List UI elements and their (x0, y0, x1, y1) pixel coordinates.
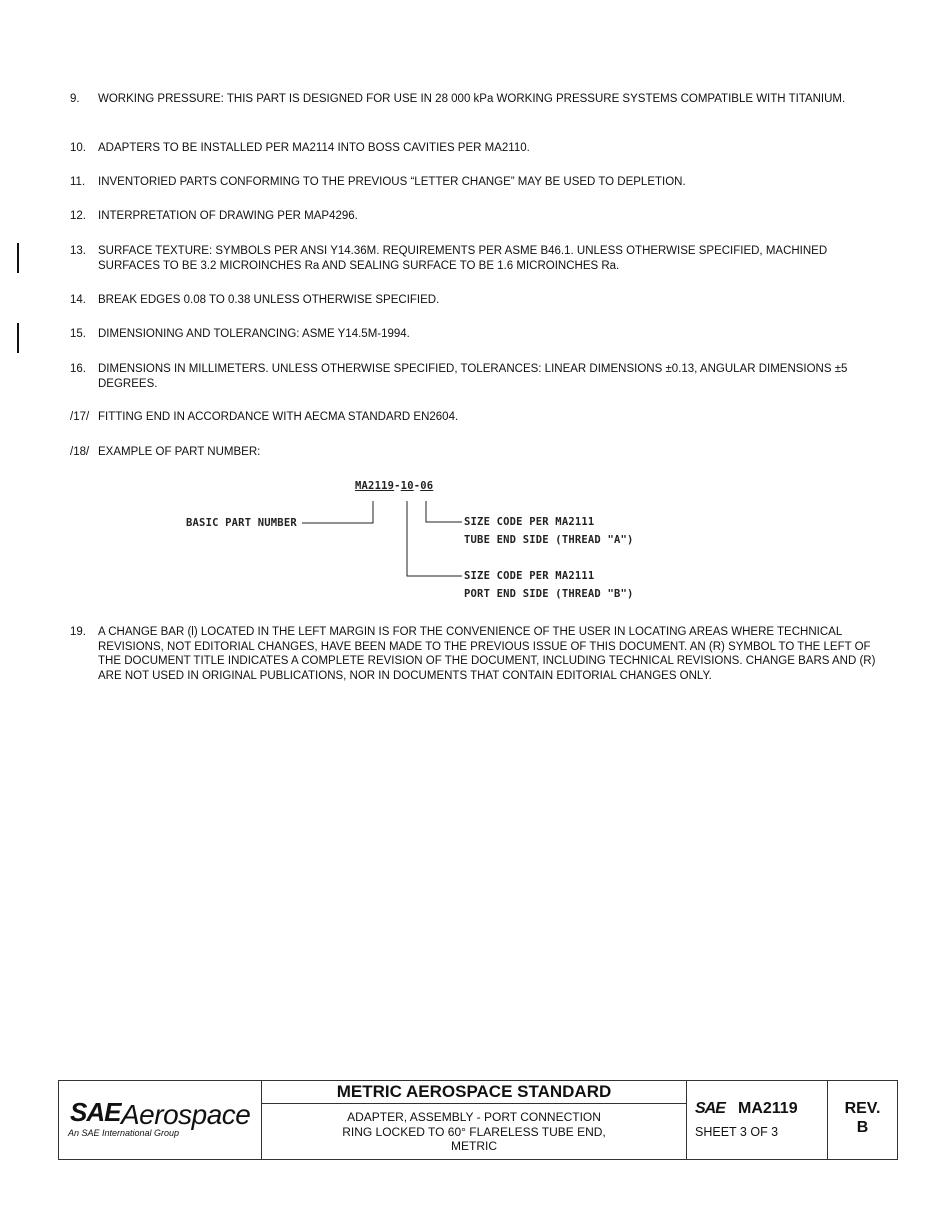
port-end-label: PORT END SIDE (THREAD "B") (464, 588, 634, 600)
description-line: METRIC (451, 1139, 497, 1153)
description-line: RING LOCKED TO 60° FLARELESS TUBE END, (342, 1124, 606, 1139)
note-text: INTERPRETATION OF DRAWING PER MAP4296. (98, 210, 358, 222)
note-text: BREAK EDGES 0.08 TO 0.38 UNLESS OTHERWISE SPECIFIED. (98, 294, 440, 306)
note-number: 10. (70, 142, 86, 154)
note-text: FITTING END IN ACCORDANCE WITH AECMA STANDARD EN2604. (98, 411, 459, 423)
port-size-code: 06 (420, 480, 434, 492)
separator: - (413, 480, 421, 492)
document-description (262, 1110, 686, 1154)
logo-tagline: An SAE International Group (68, 1128, 180, 1138)
basic-part-number-label: BASIC PART NUMBER (186, 517, 297, 529)
note-number: 14. (70, 294, 86, 306)
title-cell (262, 1081, 687, 1159)
basic-leader-line (302, 501, 373, 523)
note-number: 9. (70, 93, 80, 105)
part-number-diagram (180, 478, 660, 608)
note-number: 19. (70, 626, 86, 638)
note-number: 16. (70, 363, 86, 375)
document-number: MA2119 (738, 1100, 798, 1117)
change-bar (17, 243, 19, 273)
note-text: WORKING PRESSURE: THIS PART IS DESIGNED FOR USE IN 28 000 kPa WORKING PRESSURE SYSTEMS COMPATIBLE WITH TITANIUM. (98, 93, 846, 105)
tube-size-code: 10 (400, 480, 414, 492)
note-text: EXAMPLE OF PART NUMBER: (98, 446, 261, 458)
note-text: DIMENSIONING AND TOLERANCING: ASME Y14.5M-1994. (98, 328, 410, 340)
title-block (58, 1080, 898, 1160)
note-number: 11. (70, 176, 86, 188)
aerospace-wordmark: Aerospace (121, 1099, 251, 1130)
revision-value: B (856, 1119, 869, 1136)
note-text: INVENTORIED PARTS CONFORMING TO THE PREVIOUS “LETTER CHANGE” MAY BE USED TO DEPLETION. (98, 176, 686, 188)
tube-size-label: SIZE CODE PER MA2111 (464, 516, 595, 528)
revision-label: REV. (844, 1100, 881, 1117)
standard-title: METRIC AEROSPACE STANDARD (262, 1081, 686, 1104)
sae-small-logo: SAE (695, 1100, 725, 1117)
note-text: DIMENSIONS IN MILLIMETERS. UNLESS OTHERWISE SPECIFIED, TOLERANCES: LINEAR DIMENSIONS ±0.13, ANGULAR DIMENSIONS ±5 DEGREES. (98, 363, 848, 390)
sae-logo-mark: SAE (70, 1097, 121, 1127)
document-number-cell (687, 1081, 828, 1159)
note-text: SURFACE TEXTURE: SYMBOLS PER ANSI Y14.36M. REQUIREMENTS PER ASME B46.1. UNLESS OTHERWISE SPECIFIED, MACHINED SURFACES TO BE 3.2 MICROINCHES Ra AND SEALING SURFACE TO BE 1.6 MICROINCHES Ra. (98, 245, 828, 272)
port-size-label: SIZE CODE PER MA2111 (464, 570, 595, 582)
note-text: A CHANGE BAR (l) LOCATED IN THE LEFT MARGIN IS FOR THE CONVENIENCE OF THE USER IN LOCATING AREAS WHERE TECHNICAL REVISIONS, NOT EDITORIAL CHANGES, HAVE BEEN MADE TO THE PREVIOUS ISSUE OF THIS DOCUMENT. AN (R) SYMBOL TO THE LEFT OF THE DOCUMENT TITLE INDICATES A COMPLETE REVISION OF THE DOCUMENT, INCLUDING TECHNICAL REVISIONS. CHANGE BARS AND (R) ARE NOT USED IN ORIGINAL PUBLICATIONS, NOR IN DOCUMENTS THAT CONTAIN EDITORIAL CHANGES ONLY. (98, 626, 876, 682)
note-number: 15. (70, 328, 86, 340)
note-number: 12. (70, 210, 86, 222)
tube-leader-line (426, 501, 462, 522)
revision-cell (828, 1081, 897, 1159)
note-number: /17/ (70, 411, 90, 423)
example-part-number (355, 480, 433, 492)
basic-part-code: MA2119 (355, 480, 395, 492)
description-line: ADAPTER, ASSEMBLY - PORT CONNECTION (347, 1110, 601, 1124)
sheet-number: SHEET 3 OF 3 (695, 1125, 779, 1139)
change-bar (17, 323, 19, 353)
sae-aerospace-logo (59, 1081, 262, 1159)
tube-end-label: TUBE END SIDE (THREAD "A") (464, 534, 634, 546)
note-number: 13. (70, 245, 86, 257)
separator: - (394, 480, 401, 492)
note-number: /18/ (70, 446, 90, 458)
note-text: ADAPTERS TO BE INSTALLED PER MA2114 INTO BOSS CAVITIES PER MA2110. (98, 142, 530, 154)
port-leader-line (407, 501, 462, 576)
